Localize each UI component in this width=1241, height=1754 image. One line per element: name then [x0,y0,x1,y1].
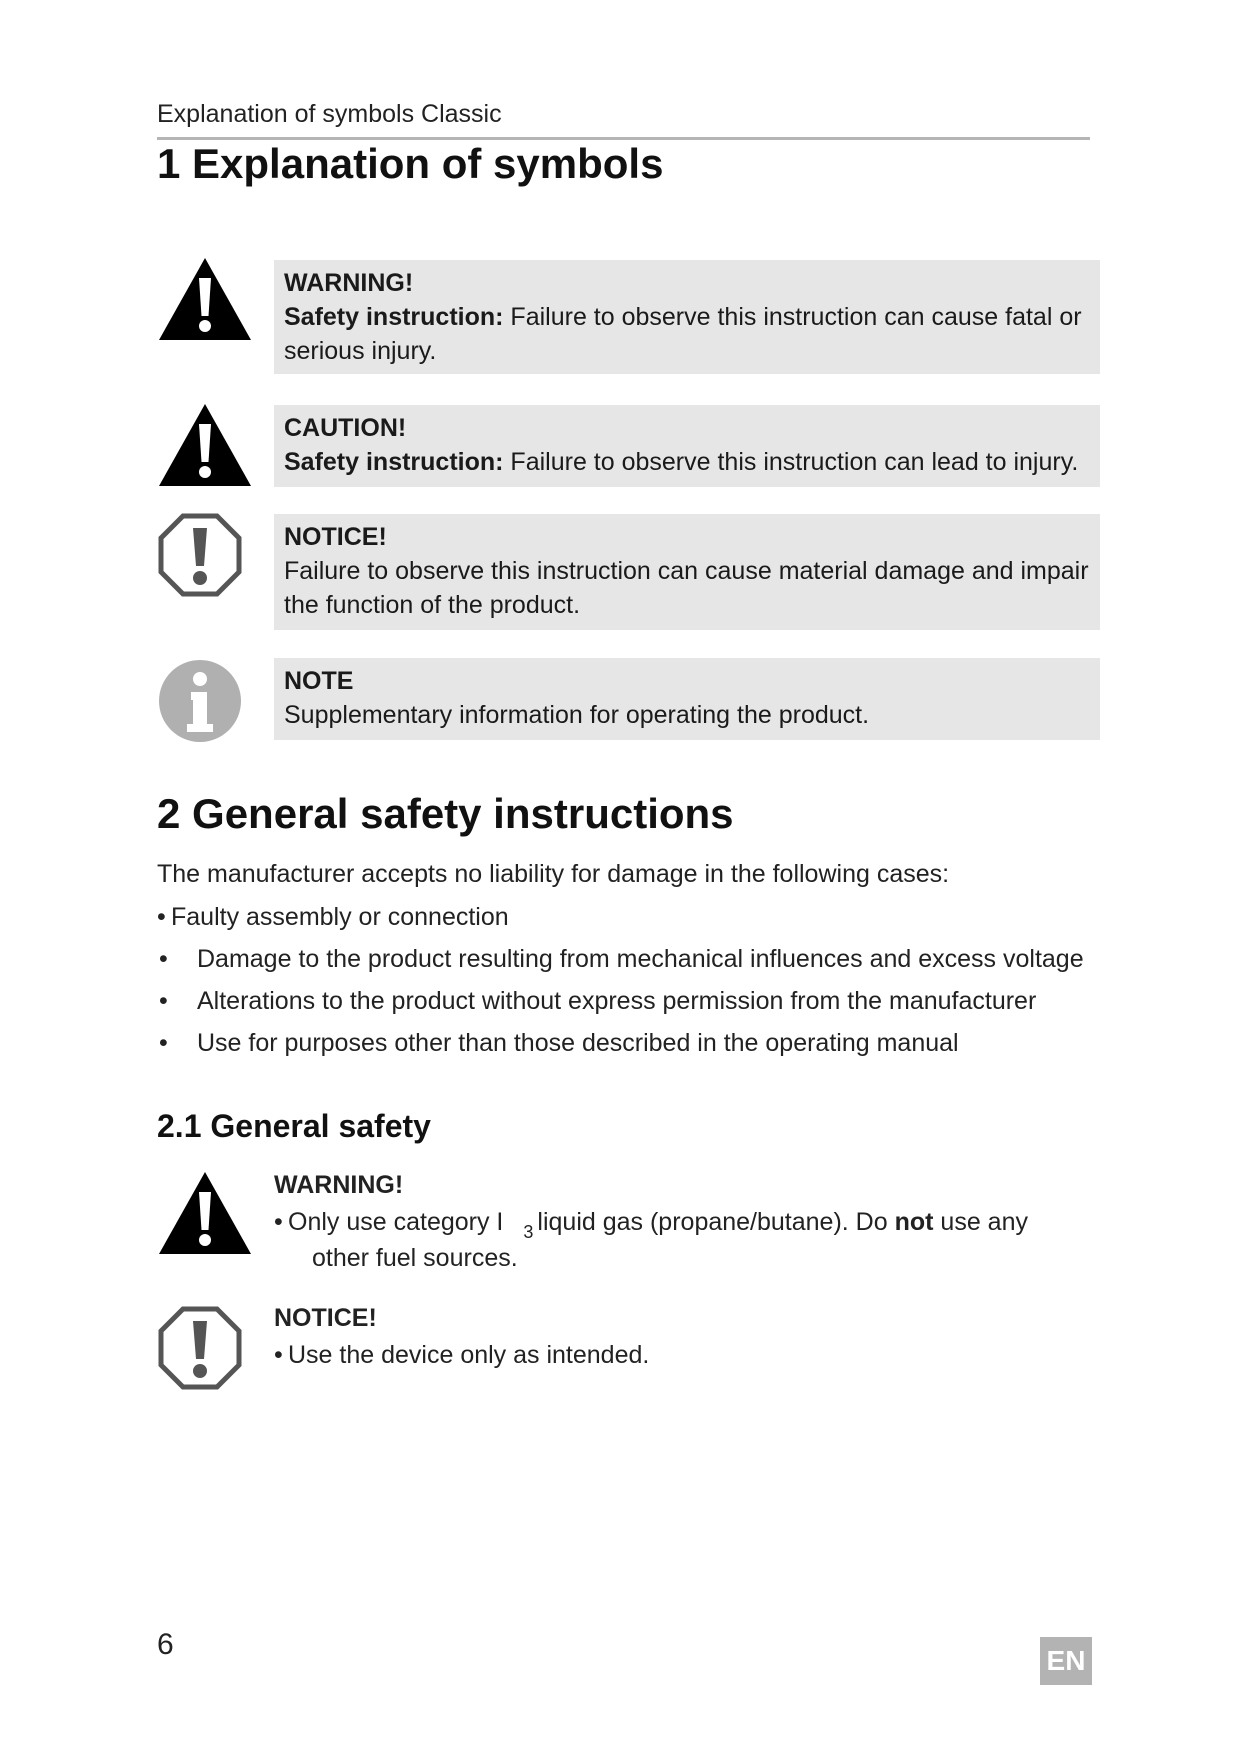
list-item: • Faulty assembly or connection [157,896,1084,938]
warning-item: • Only use category I $_3$ liquid gas (propane/butane). Do not use any [274,1205,1094,1241]
notice-title: NOTICE! [284,523,387,551]
language-badge: EN [1040,1637,1092,1685]
section-1-title: 1 Explanation of symbols [157,140,664,187]
list-item: • Use for purposes other than those described in the operating manual [157,1022,1084,1064]
notice-box [274,514,1100,630]
running-header: Explanation of symbols Classic [157,100,1090,140]
caution-title: CAUTION! [284,414,407,442]
warning-text: Failure to observe this instruction can cause fatal or serious injury. [284,303,1082,365]
section-2-1-title: 2.1 General safety [157,1108,431,1144]
general-safety-notice [274,1298,1094,1372]
warning-title: WARNING! [274,1171,404,1199]
notice-item: • Use the device only as intended. [274,1338,1094,1372]
notice-octagon-icon [157,512,243,598]
caution-text: Failure to observe this instruction can lead to injury. [503,448,1079,476]
liability-list [157,896,1084,1064]
note-text: Supplementary information for operating the product. [284,701,870,729]
info-circle-icon [157,658,243,744]
section-2-intro: The manufacturer accepts no liability for damage in the following cases: [157,860,950,888]
warning-box [274,260,1100,374]
caution-triangle-icon [157,402,253,488]
caution-box [274,405,1100,487]
note-box [274,658,1100,740]
subscript: 3 [523,1222,534,1242]
warning-title: WARNING! [284,269,414,297]
notice-octagon-icon [157,1305,243,1391]
warning-lead: Safety instruction: [284,303,504,331]
notice-text: Failure to observe this instruction can cause material damage and impair the function of the product. [284,557,1089,619]
emphasis: not [894,1208,934,1236]
warning-item-continuation: other fuel sources. [312,1244,518,1272]
page-number: 6 [157,1628,174,1661]
warning-triangle-icon [157,1170,253,1256]
warning-triangle-icon [157,256,253,342]
notice-title: NOTICE! [274,1304,377,1332]
section-2-title: 2 General safety instructions [157,790,734,837]
general-safety-warning [274,1165,1094,1275]
note-title: NOTE [284,667,354,695]
list-item: • Alterations to the product without express permission from the manufacturer [157,980,1084,1022]
list-item: • Damage to the product resulting from mechanical influences and excess voltage [157,938,1084,980]
caution-lead: Safety instruction: [284,448,504,476]
